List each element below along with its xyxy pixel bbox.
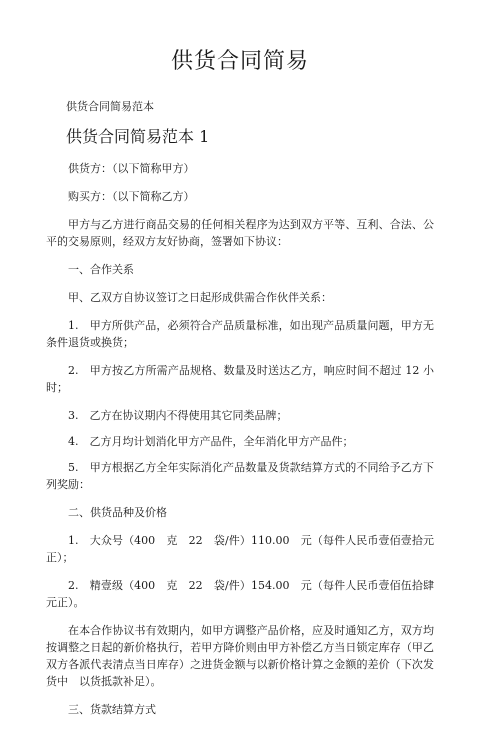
document-title: 供货合同简易 — [170, 49, 309, 74]
price-item-2: 2. 精壹级（400 克 22 袋/件）154.00 元（每件人民币壹佰伍拾肆元正）。 — [46, 579, 434, 609]
price-item-1: 1. 大众号（400 克 22 袋/件）110.00 元（每件人民币壹佰壹拾元正）； — [46, 534, 434, 564]
partnership-paragraph: 甲、乙双方自协议签订之日起形成供需合作伙伴关系： — [68, 291, 332, 304]
buyer-line: 购买方：（以下简称乙方） — [68, 190, 195, 203]
section-1-title: 一、合作关系 — [68, 263, 134, 276]
clause-3: 3. 乙方在协议期内不得使用其它同类品牌； — [68, 409, 288, 422]
clause-4: 4. 乙方月均计划消化甲方产品件，全年消化甲方产品件； — [68, 435, 354, 448]
clause-5: 5. 甲方根据乙方全年实际消化产品数量及货款结算方式的不同给予乙方下 列奖励： — [46, 461, 445, 491]
section-2-title: 二、供货品种及价格 — [68, 506, 167, 519]
price-adjust-paragraph: 在本合作协议书有效期内，如甲方调整产品价格，应及时通知乙方，双方均按调整之日起的新价格执行，若甲方降价则由甲方补偿乙方当日锁定库存（甲乙双方各派代表清点当日库存）之进货金额与以新价格计算之金额的差价（下次发货中 以货抵款补足）。 — [46, 624, 434, 688]
clause-1: 1. 甲方所供产品，必须符合产品质量标准，如出现产品质量问题，甲方无 条件退货或换货； — [46, 319, 445, 349]
clause-2: 2. 甲方按乙方所需产品规格、数量及时送达乙方，响应时间不超过 12 小时； — [46, 364, 434, 394]
section-3-title: 三、货款结算方式 — [68, 703, 156, 716]
supplier-line: 供货方：（以下简称甲方） — [68, 162, 195, 175]
document-subtitle: 供货合同简易范本 — [66, 100, 154, 113]
intro-paragraph: 甲方与乙方进行商品交易的任何相关程序为达到双方平等、互利、合法、公平的交易原则，经双方友好协商，签署如下协议： — [46, 218, 434, 248]
section-heading: 供货合同简易范本 1 — [66, 127, 210, 146]
document-body — [46, 160, 445, 729]
